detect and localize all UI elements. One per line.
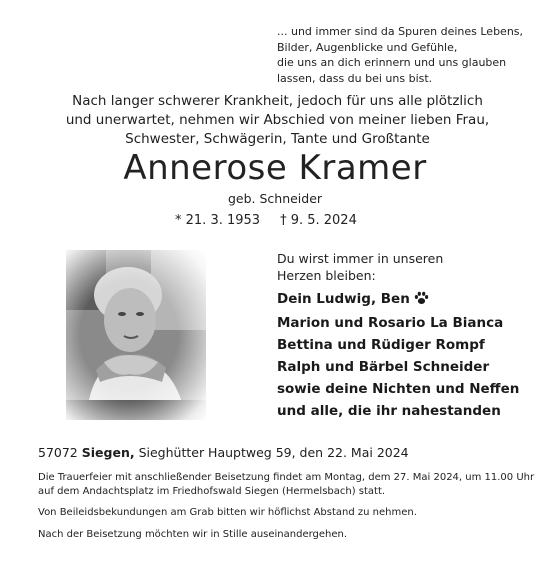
mourner-list (277, 288, 527, 422)
motto-line: Du wirst immer in unseren (277, 251, 444, 266)
condolence-note: Von Beileidsbekundungen am Grab bitten wir höflichst Abstand zu nehmen. (38, 507, 417, 518)
mourners-block (277, 250, 527, 422)
birth-date: * 21. 3. 1953 (175, 213, 261, 228)
funeral-info (38, 471, 535, 499)
funeral-line: auf dem Andachtsplatz im Friedhofswald Siegen (Hermelsbach) statt. (38, 486, 386, 497)
intro-line: Schwester, Schwägerin, Tante und Großtante (125, 131, 430, 147)
intro-line: und unerwartet, nehmen wir Abschied von meiner lieben Frau, (65, 112, 490, 128)
poem-line: ... und immer sind da Spuren deines Lebens, (277, 25, 524, 38)
birth-name: geb. Schneider (227, 191, 323, 206)
portrait-photo (66, 250, 206, 420)
after-note: Nach der Beisetzung möchten wir in Stille auseinandergehen. (38, 529, 348, 540)
mourner-line: und alle, die ihr nahestanden (277, 403, 501, 419)
motto (277, 250, 527, 284)
poem-line: Bilder, Augenblicke und Gefühle, (277, 40, 458, 54)
street-date: Sieghütter Hauptweg 59, den 22. Mai 2024 (138, 445, 409, 460)
zip-code: 57072 (38, 445, 78, 460)
intro-text (40, 92, 515, 149)
paw-icon (414, 290, 429, 312)
intro-line: Nach langer schwerer Krankheit, jedoch für uns alle plötzlich (72, 93, 483, 109)
mourner-line: Bettina und Rüdiger Rompf (277, 337, 485, 353)
city: Siegen, (81, 445, 135, 460)
poem-line: lassen, dass du bei uns bist. (277, 71, 433, 85)
poem-line: die uns an dich erinnern und uns glauben (277, 56, 507, 69)
mourner-line: sowie deine Nichten und Neffen (277, 381, 520, 397)
death-date: † 9. 5. 2024 (280, 213, 357, 228)
mourner-line: Marion und Rosario La Bianca (277, 315, 504, 331)
life-dates (175, 211, 395, 231)
poem-quote (277, 24, 537, 86)
funeral-line: Die Trauerfeier mit anschließender Beisetzung findet am Montag, dem 27. Mai 2024, um 11.00 Uhr (38, 472, 535, 483)
mourner-line (277, 288, 527, 312)
address-line (38, 444, 409, 462)
deceased-name: Annerose Kramer (123, 148, 427, 188)
motto-line: Herzen bleiben: (277, 268, 376, 283)
mourner-line: Ralph und Bärbel Schneider (277, 359, 490, 375)
mourner-first: Dein Ludwig, Ben (277, 291, 410, 307)
